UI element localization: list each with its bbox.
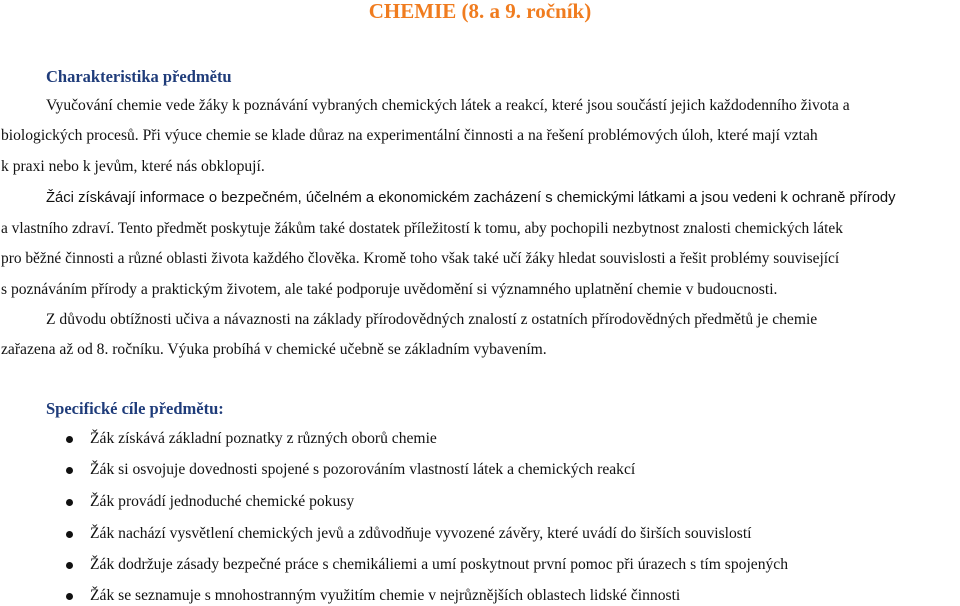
paragraph-line: a vlastního zdraví. Tento předmět poskytuje žákům také dostatek příležitostí k tomu, aby pochopili nezbytnost znalosti chemických látek bbox=[1, 220, 843, 237]
bullet-icon bbox=[66, 499, 73, 506]
bullet-icon bbox=[66, 562, 73, 569]
bullet-icon bbox=[66, 436, 73, 443]
paragraph-line: Z důvodu obtížnosti učiva a návaznosti na základy přírodovědných znalostí z ostatních přírodovědných předmětů je chemie bbox=[46, 311, 818, 328]
paragraph-line: s poznáváním přírody a praktickým životem, ale také podporuje uvědomění si významného uplatnění chemie v budoucnosti. bbox=[1, 281, 778, 298]
list-item: Žák provádí jednoduché chemické pokusy bbox=[90, 493, 355, 510]
bullet-icon bbox=[66, 531, 73, 538]
paragraph-line: Žáci získávají informace o bezpečném, účelném a ekonomickém zacházení s chemickými látkami a jsou vedeni k ochraně přírody bbox=[46, 190, 896, 206]
list-item: Žák získává základní poznatky z různých oborů chemie bbox=[90, 430, 437, 447]
paragraph-line: zařazena až od 8. ročníku. Výuka probíhá v chemické učebně se základním vybavením. bbox=[1, 341, 547, 358]
paragraph-line: Vyučování chemie vede žáky k poznávání vybraných chemických látek a reakcí, které jsou součástí jejich každodenního života a bbox=[46, 97, 850, 114]
page-title: CHEMIE (8. a 9. ročník) bbox=[368, 0, 592, 23]
list-item: Žák dodržuje zásady bezpečné práce s chemikáliemi a umí poskytnout první pomoc při úrazech s tím spojených bbox=[90, 556, 789, 573]
bullet-icon bbox=[66, 593, 73, 600]
bullet-icon bbox=[66, 467, 73, 474]
paragraph-line: pro běžné činnosti a různé oblasti života každého člověka. Kromě toho však také učí žáky hledat souvislosti a řešit problémy související bbox=[1, 250, 840, 267]
paragraph-line: biologických procesů. Při výuce chemie se klade důraz na experimentální činnosti a na řešení problémových úloh, které mají vztah bbox=[1, 127, 818, 144]
section-heading-charakteristika: Charakteristika předmětu bbox=[46, 67, 232, 86]
list-item: Žák si osvojuje dovednosti spojené s pozorováním vlastností látek a chemických reakcí bbox=[90, 461, 636, 478]
section-heading-cile: Specifické cíle předmětu: bbox=[46, 399, 224, 418]
paragraph-line: k praxi nebo k jevům, které nás obklopují. bbox=[1, 158, 265, 175]
list-item: Žák nachází vysvětlení chemických jevů a zdůvodňuje vyvozené závěry, které uvádí do širších souvislostí bbox=[90, 525, 752, 542]
list-item: Žák se seznamuje s mnohostranným využitím chemie v nejrůznějších oblastech lidské činnosti bbox=[90, 587, 681, 604]
